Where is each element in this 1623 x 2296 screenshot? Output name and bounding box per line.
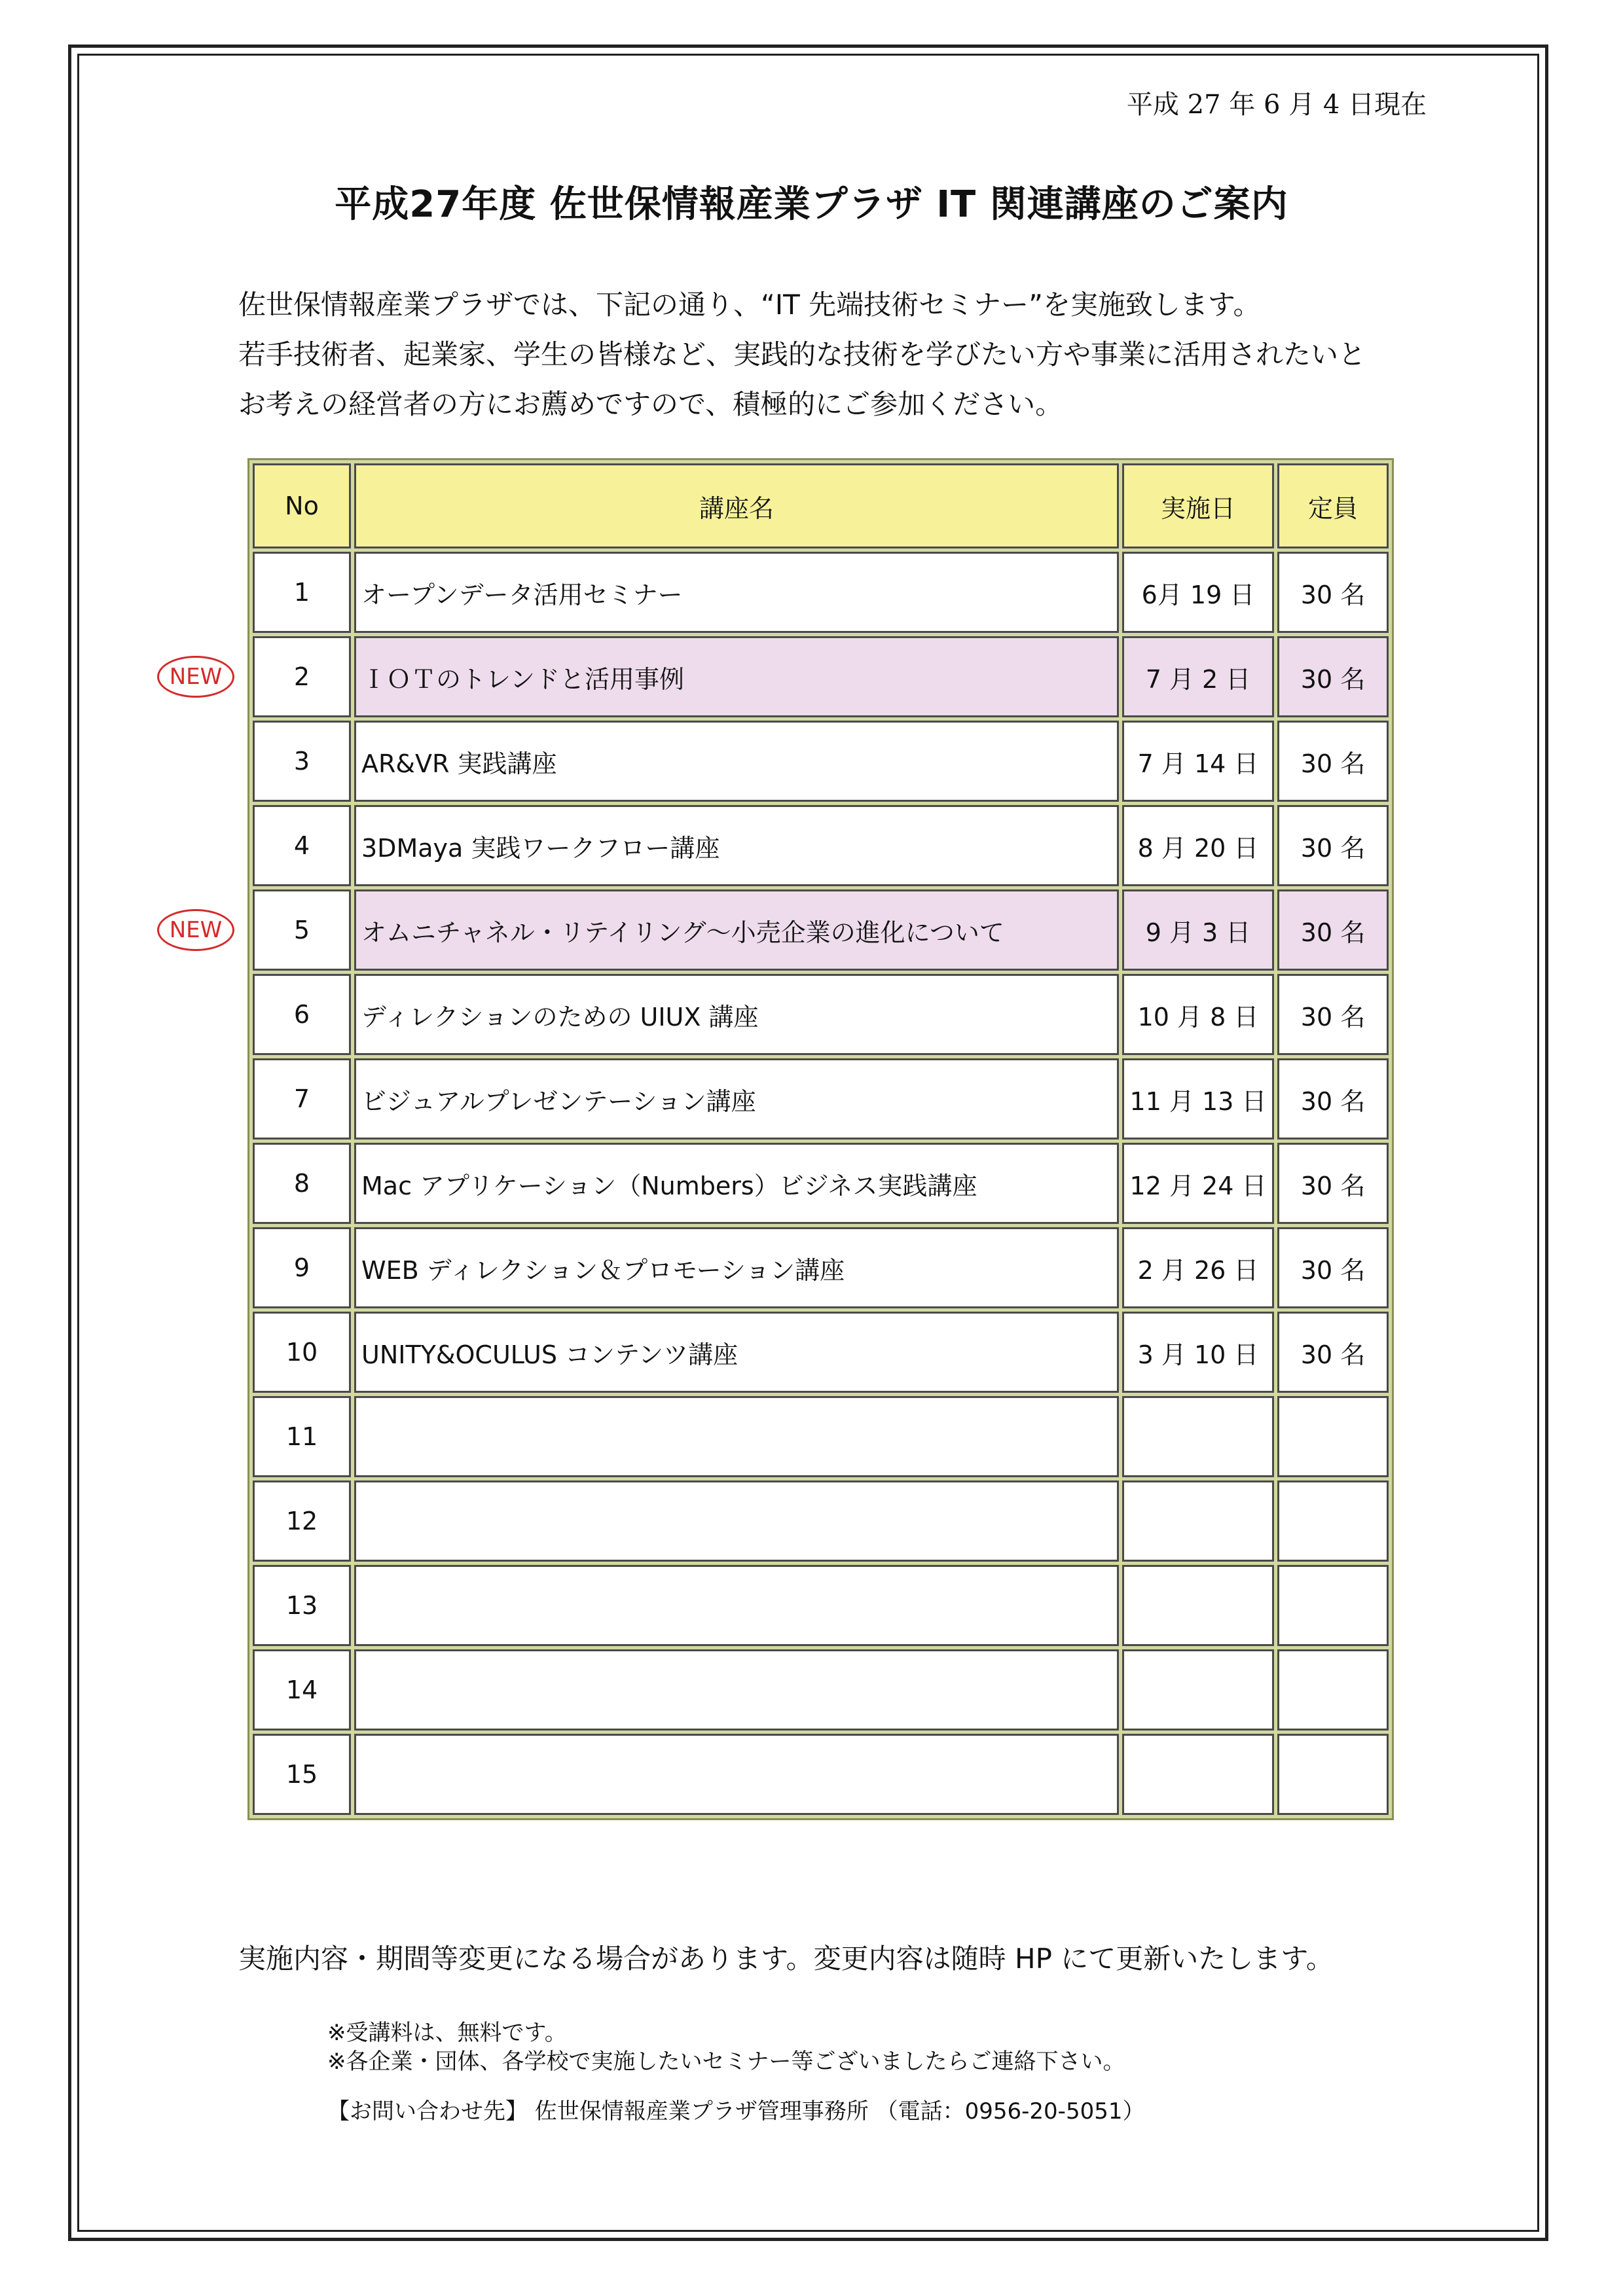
table-row — [253, 1396, 1389, 1477]
row-no: 14 — [253, 1649, 351, 1731]
row-no: 12 — [253, 1480, 351, 1562]
row-date — [1122, 1649, 1274, 1731]
contact-info: 【お問い合わせ先】 佐世保情報産業プラザ管理事務所 （電話：0956-20-5051） — [327, 2098, 1145, 2125]
notice-text: 実施内容・期間等変更になる場合があります。変更内容は随時 HP にて更新いたします。 — [238, 1943, 1334, 1975]
row-no: 15 — [253, 1734, 351, 1815]
row-capacity: 30 名 — [1277, 721, 1389, 802]
intro-line: お考えの経営者の方にお薦めですので、積極的にご参加ください。 — [238, 388, 1063, 420]
row-date: 8 月 20 日 — [1122, 805, 1274, 886]
course-table — [247, 458, 1394, 1820]
page-title: 平成27年度 佐世保情報産業プラザ IT 関連講座のご案内 — [335, 183, 1288, 226]
table-row — [253, 974, 1389, 1055]
row-date: 7 月 14 日 — [1122, 721, 1274, 802]
row-date: 10 月 8 日 — [1122, 974, 1274, 1055]
table-row — [253, 1227, 1389, 1308]
intro-text — [238, 280, 1482, 429]
row-no: 13 — [253, 1565, 351, 1646]
intro-line: 佐世保情報産業プラザでは、下記の通り、“IT 先端技術セミナー”を実施致します。 — [238, 289, 1261, 321]
row-course-name — [354, 1734, 1119, 1815]
row-course-name — [354, 1396, 1119, 1477]
note-fee: ※受講料は、無料です。 — [327, 2020, 567, 2046]
row-date: 9 月 3 日 — [1122, 889, 1274, 971]
row-date: 11 月 13 日 — [1122, 1058, 1274, 1139]
row-course-name: ＩＯＴのトレンドと活用事例 — [354, 636, 1119, 717]
row-course-name: オープンデータ活用セミナー — [354, 552, 1119, 633]
note-request: ※各企業・団体、各学校で実施したいセミナー等ございましたらご連絡下さい。 — [327, 2049, 1125, 2075]
table-row — [253, 552, 1389, 633]
row-course-name — [354, 1480, 1119, 1562]
row-capacity: 30 名 — [1277, 1143, 1389, 1224]
row-capacity — [1277, 1396, 1389, 1477]
table-row — [253, 1480, 1389, 1562]
row-capacity: 30 名 — [1277, 552, 1389, 633]
header-capacity: 定員 — [1277, 463, 1389, 548]
table-row — [253, 1143, 1389, 1224]
row-capacity: 30 名 — [1277, 1058, 1389, 1139]
row-capacity: 30 名 — [1277, 889, 1389, 971]
row-no: 1 — [253, 552, 351, 633]
table-row — [253, 1058, 1389, 1139]
row-no: 11 — [253, 1396, 351, 1477]
row-no: 7 — [253, 1058, 351, 1139]
row-date: 3 月 10 日 — [1122, 1312, 1274, 1393]
row-date — [1122, 1396, 1274, 1477]
row-no: 9 — [253, 1227, 351, 1308]
row-capacity — [1277, 1565, 1389, 1646]
row-capacity — [1277, 1480, 1389, 1562]
row-no: 5 — [253, 889, 351, 971]
table-row — [253, 1734, 1389, 1815]
row-course-name: ビジュアルプレゼンテーション講座 — [354, 1058, 1119, 1139]
row-date: 6月 19 日 — [1122, 552, 1274, 633]
row-date — [1122, 1734, 1274, 1815]
table-row — [253, 889, 1389, 971]
row-course-name: 3DMaya 実践ワークフロー講座 — [354, 805, 1119, 886]
table-row — [253, 636, 1389, 717]
table-row — [253, 1565, 1389, 1646]
row-no: 4 — [253, 805, 351, 886]
date-stamp: 平成 27 年 6 月 4 日現在 — [1126, 90, 1427, 120]
row-date: 12 月 24 日 — [1122, 1143, 1274, 1224]
new-badge: NEW — [157, 909, 234, 951]
new-badge: NEW — [157, 656, 234, 698]
header-date: 実施日 — [1122, 463, 1274, 548]
table-row — [253, 805, 1389, 886]
row-course-name: オムニチャネル・リテイリング～小売企業の進化について — [354, 889, 1119, 971]
row-course-name: Mac アプリケーション（Numbers）ビジネス実践講座 — [354, 1143, 1119, 1224]
row-no: 10 — [253, 1312, 351, 1393]
row-date: 7 月 2 日 — [1122, 636, 1274, 717]
row-capacity: 30 名 — [1277, 1227, 1389, 1308]
row-capacity: 30 名 — [1277, 974, 1389, 1055]
row-capacity: 30 名 — [1277, 1312, 1389, 1393]
header-course-name: 講座名 — [354, 463, 1119, 548]
row-capacity — [1277, 1734, 1389, 1815]
row-no: 6 — [253, 974, 351, 1055]
row-date: 2 月 26 日 — [1122, 1227, 1274, 1308]
row-course-name — [354, 1649, 1119, 1731]
row-date — [1122, 1565, 1274, 1646]
row-capacity — [1277, 1649, 1389, 1731]
row-course-name: ディレクションのための UIUX 講座 — [354, 974, 1119, 1055]
row-course-name: AR&VR 実践講座 — [354, 721, 1119, 802]
table-row — [253, 1312, 1389, 1393]
table-row — [253, 1649, 1389, 1731]
row-capacity: 30 名 — [1277, 636, 1389, 717]
row-capacity: 30 名 — [1277, 805, 1389, 886]
intro-line: 若手技術者、起業家、学生の皆様など、実践的な技術を学びたい方や事業に活用されたいと — [238, 338, 1366, 370]
row-course-name: WEB ディレクション＆プロモーション講座 — [354, 1227, 1119, 1308]
row-course-name: UNITY&OCULUS コンテンツ講座 — [354, 1312, 1119, 1393]
row-no: 8 — [253, 1143, 351, 1224]
table-header-row — [253, 463, 1389, 548]
table-row — [253, 721, 1389, 802]
row-no: 2 — [253, 636, 351, 717]
row-no: 3 — [253, 721, 351, 802]
row-date — [1122, 1480, 1274, 1562]
row-course-name — [354, 1565, 1119, 1646]
header-no: No — [253, 463, 351, 548]
